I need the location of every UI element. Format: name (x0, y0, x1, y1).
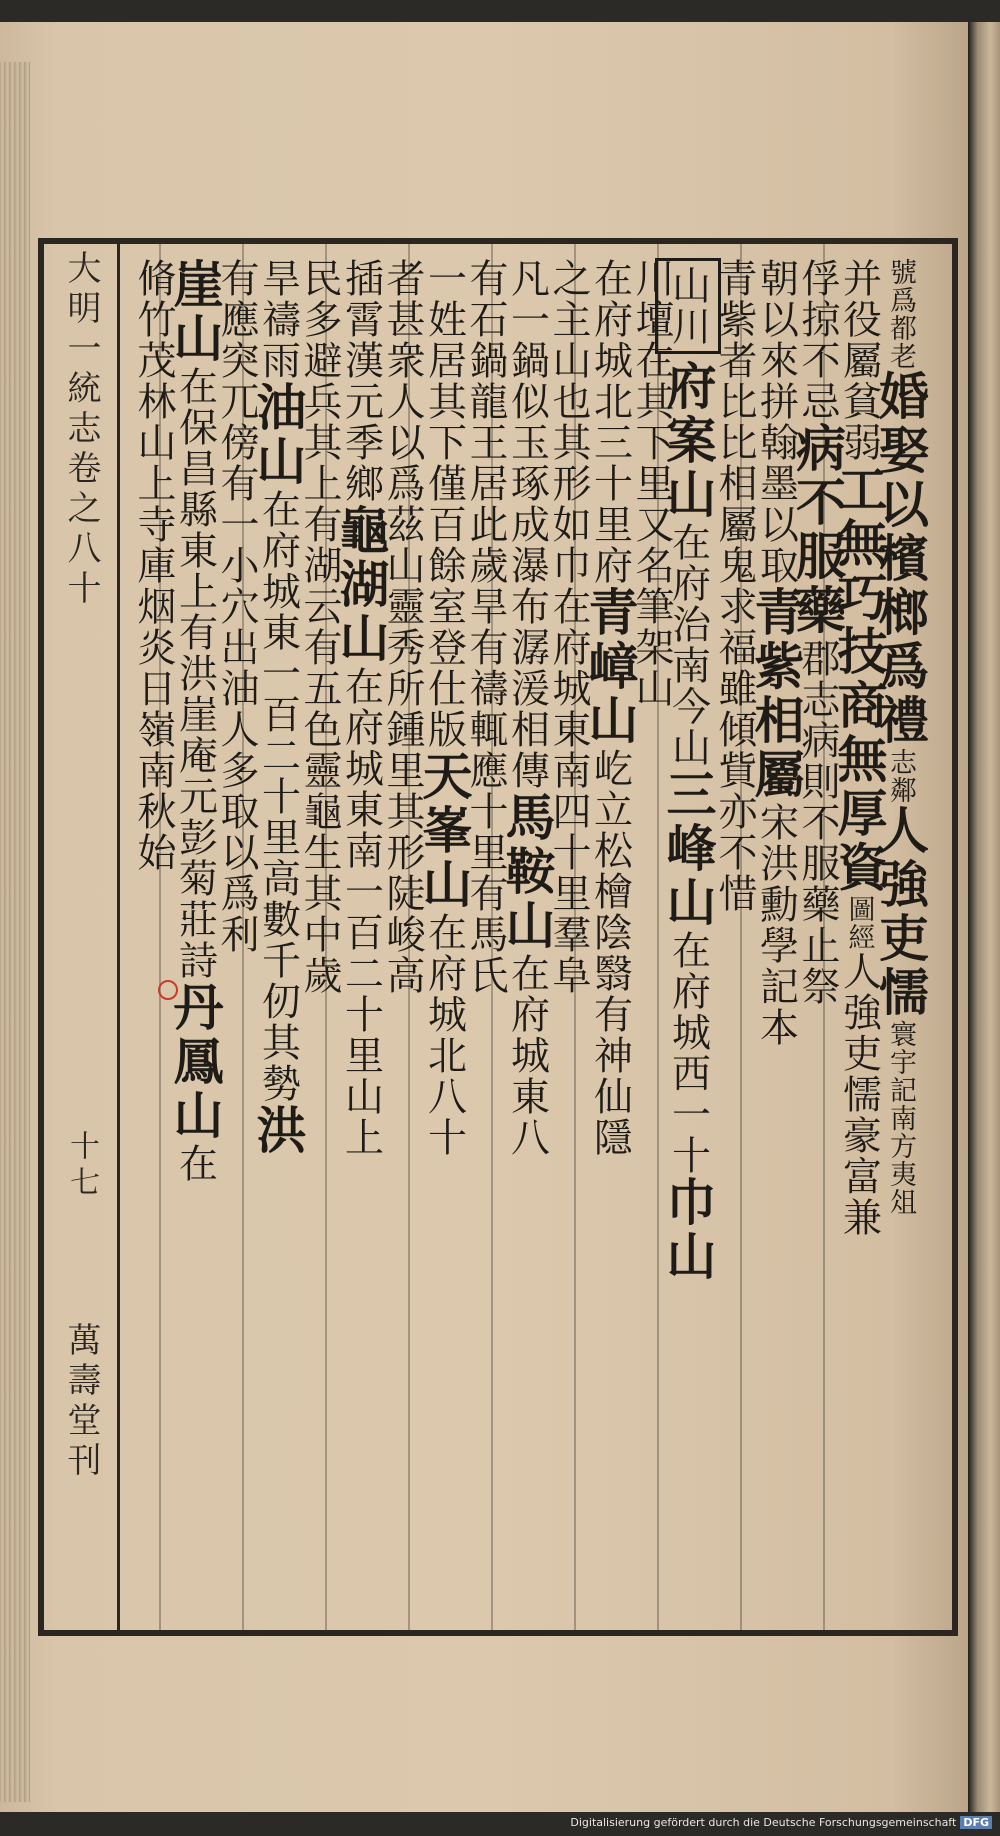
entry-text: 在府城東南一百二十里山上 (338, 666, 384, 1158)
entry-text: 有湖云有五色靈龜生其中歲 (297, 504, 342, 996)
entry-text: 圖經 (843, 895, 875, 951)
entry-text: 民多避兵其上 (297, 258, 342, 504)
entry-text: 脩竹茂林山上寺庫烟炎日嶺南秋 (131, 258, 176, 832)
digitization-footer (570, 1816, 992, 1829)
entry-heading: 崖山 (165, 258, 225, 366)
entry-text: 在府治南今山 (665, 522, 711, 768)
entry-text: 青紫者比比相屬 (712, 258, 757, 545)
entry-heading: 馬鞍山 (497, 791, 557, 953)
entry-heading: 青嶂山 (580, 586, 640, 748)
volume-number: 卷之八十 (61, 450, 101, 610)
margin-title (44, 250, 116, 1630)
entry-text: 之主山也其形如巾 (546, 258, 591, 586)
entry-text: 里其形陡峻高 (380, 750, 425, 996)
entry-text: 在府城東八 (504, 953, 550, 1158)
footer-text: Digitalisierung gefördert durch die Deutsche Forschungsgemeinschaft (570, 1816, 957, 1829)
entry-text: 朝以來拼翰墨以取 (753, 258, 799, 586)
entry-text: 突兀傍有一小穴出油人多取以爲利 (214, 340, 259, 955)
entry-heading: 龜湖山 (331, 504, 391, 666)
page-edge (0, 62, 30, 1802)
entry-heading: 油山 (248, 381, 308, 489)
entry-heading: 府案山 (658, 360, 718, 522)
page-number: 十七 (64, 1130, 99, 1202)
entry-text: 在保昌縣東上有洪崖庵元彭菊莊詩 (172, 366, 218, 981)
entry-heading: 婚娶以檳榔爲禮 (871, 370, 930, 748)
entry-text: 在府城西一十 (665, 930, 711, 1176)
red-circle-mark (158, 980, 178, 1000)
entry-heading: 病不服藥 (788, 422, 847, 638)
text-column (125, 258, 181, 1618)
entry-text: 在 (172, 1143, 218, 1184)
entry-text: 志鄰 (885, 748, 916, 804)
facing-page-edge (968, 22, 1000, 1812)
entry-text: 者甚衆人以爲茲山靈秀所鍾 (380, 258, 425, 750)
entry-text: 川壇在其下 (629, 258, 674, 463)
entry-text: 凡一鍋似玉琢成瀑布潺湲相傳 (504, 258, 550, 791)
entry-text: 在府城北三十里府 (587, 258, 633, 586)
entry-heading: 巾山 (658, 1176, 718, 1284)
entry-text: 插霄漢元季鄉 (338, 258, 384, 504)
entry-text: 俘掠不忌 (795, 258, 840, 422)
book-title: 大明一統志 (61, 250, 101, 450)
printer-name: 萬壽堂刊 (61, 1322, 101, 1482)
entry-text: 十里有馬氏 (463, 791, 508, 996)
entry-text: 有應 (214, 258, 259, 340)
section-label: 山川 (655, 258, 721, 354)
entry-text: 里又名筆架山 (629, 463, 674, 709)
entry-heading: 人強吏懦 (871, 804, 930, 1020)
entry-text: 旱禱雨 (255, 258, 301, 381)
entry-text: 在府城東南四十里羣阜 (546, 586, 591, 996)
entry-heading: 丹鳳山 (165, 981, 225, 1143)
entry-heading: 天峯山 (414, 750, 474, 912)
entry-text: 宋洪勳學記本 (753, 802, 799, 1048)
entry-text: 都老 (885, 314, 916, 370)
entry-text: 在府城東一百二十里高數千仞其勢 (255, 489, 301, 1104)
entry-text: 在府城北八十 (421, 912, 467, 1158)
entry-text: 郡志病則不服藥止祭 (795, 638, 840, 1007)
entry-text: 并役屬貧弱 (836, 258, 882, 463)
entry-text: 一姓居其下僅百餘室登仕版 (421, 258, 467, 750)
entry-text: 有石鍋龍王居此歲旱有禱輒應 (463, 258, 508, 791)
entry-heading: 三峰山 (658, 768, 718, 930)
entry-text: 號爲 (885, 258, 916, 314)
entry-text: 人強吏懦豪富兼 (836, 951, 882, 1238)
entry-text: 鬼求福雖傾貲亦不惜 (712, 545, 757, 914)
entry-heading: 青紫相屬 (746, 586, 806, 802)
entry-heading: 洪 (248, 1104, 308, 1158)
entry-heading: 工無巧技商無厚資 (829, 463, 889, 895)
entry-text: 屹立松檜陰翳有神仙隱 (587, 748, 633, 1158)
entry-text: 始 (131, 832, 176, 873)
dfg-logo: DFG (960, 1816, 992, 1829)
entry-text: 寰宇記南方夷俎 (885, 1020, 916, 1216)
